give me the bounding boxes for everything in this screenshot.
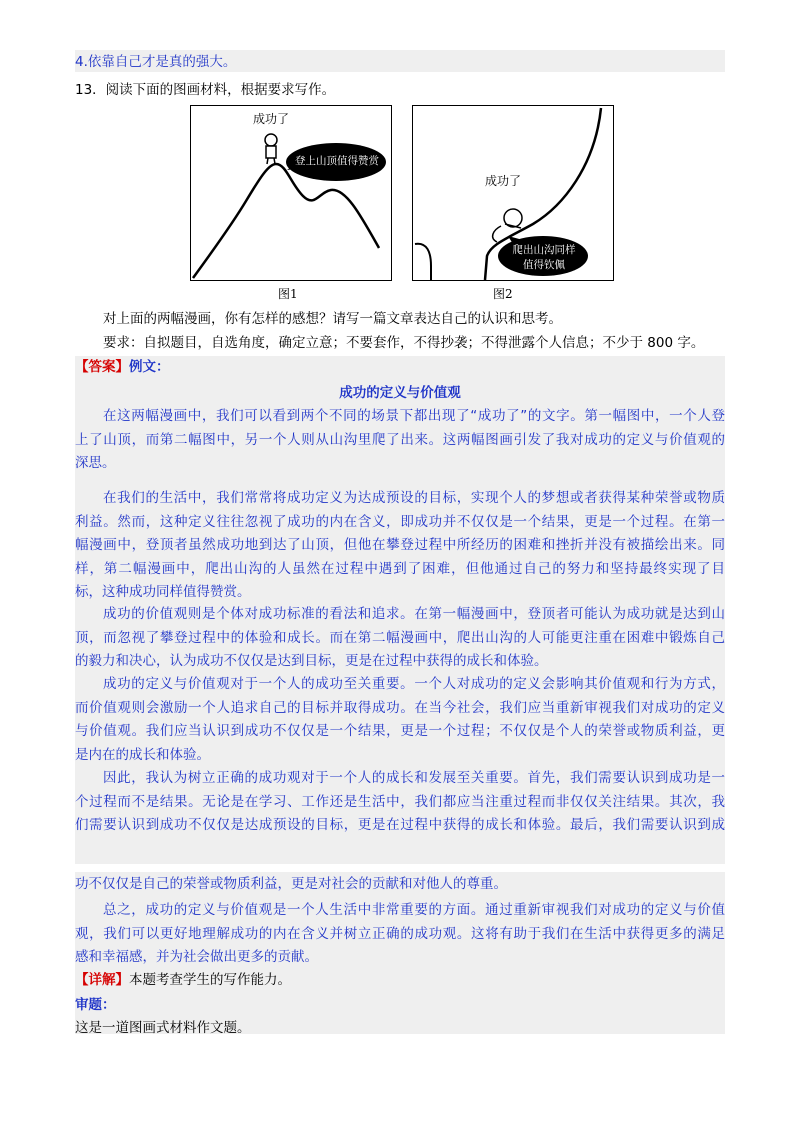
essay-line: 的毅力和决心，认为成功不仅仅是达到目标，更是在过程中获得的成长和体验。: [75, 653, 548, 669]
figure1-speech-bubble: 登上山顶值得赞赏: [295, 155, 379, 167]
essay-line: 是内在的成长和体验。: [75, 746, 210, 763]
comic-figure-1: [190, 105, 392, 281]
figure2-success-label: 成功了: [485, 174, 522, 188]
essay-line: 功不仅仅是自己的荣誉或物质利益，更是对社会的贡献和对他人的尊重。: [75, 876, 507, 892]
essay-line: 标，这种成功同样值得赞赏。: [75, 584, 251, 600]
essay-line: 幅漫画中，登顶者虽然成功地到达了山顶，但他在攀登过程中所经历的困难和挫折并没有被描绘出来。同: [75, 537, 725, 553]
figure2-bubble-line2: 值得钦佩: [523, 259, 565, 271]
answer-tag: 【答案】: [75, 359, 129, 375]
top-line: 4.依靠自己才是真的强大。: [75, 54, 237, 70]
essay-line: 利益。然而，这种定义往往忽视了成功的内在含义，即成功并不仅仅是一个结果，更是一个过程。在第一: [75, 513, 725, 530]
mountain-illustration: [191, 106, 391, 280]
figure1-success-label: 成功了: [253, 112, 290, 126]
figure2-caption: 图2: [493, 287, 513, 301]
essay-line: 成功的定义与价值观对于一个人的成功至关重要。一个人对成功的定义会影响其价值观和行为方式，: [103, 676, 725, 692]
essay-line: 在这两幅漫画中，我们可以看到两个不同的场景下都出现了“成功了”的文字。第一幅图中，一个人登: [103, 408, 725, 424]
essay-line: 成功的价值观则是个体对成功标准的看法和追求。在第一幅漫画中，登顶者可能认为成功就是达到山: [103, 606, 725, 622]
figure2-bubble-line1: 爬出山沟同样: [512, 244, 576, 256]
question-requirement: 要求：自拟题目，自选角度，确定立意；不要套作，不得抄袭；不得泄露个人信息；不少于 800 字。: [103, 335, 705, 351]
review-text: 这是一道图画式材料作文题。: [75, 1020, 251, 1036]
essay-line: 因此，我认为树立正确的成功观对于一个人的成长和发展至关重要。首先，我们需要认识到成功是一: [103, 770, 725, 786]
essay-line: 感和幸福感，并为社会做出更多的贡献。: [75, 949, 318, 965]
essay-line: 总之，成功的定义与价值观是一个人生活中非常重要的方面。通过重新审视我们对成功的定义与价值: [103, 902, 725, 918]
essay-line: 观，我们可以更好地理解成功的内在含义并树立正确的成功观。这将有助于我们在生活中获得更多的满足: [75, 925, 725, 942]
explanation-tag: 【详解】: [75, 972, 129, 988]
explanation-text: 本题考查学生的写作能力。: [129, 972, 291, 988]
essay-line: 在我们的生活中，我们常常将成功定义为达成预设的目标，实现个人的梦想或者获得某种荣誉或物质: [103, 490, 725, 506]
comic-figure-2: [412, 105, 614, 281]
essay-line: 与价值观。我们应当认识到成功不仅仅是一个结果，更是一个过程；不仅仅是个人的荣誉或物质利益，更: [75, 723, 725, 739]
review-label: 审题：: [75, 997, 116, 1013]
essay-line: 样，第二幅漫画中，爬出山沟的人虽然在过程中遇到了困难，但他通过自己的努力和坚持最终实现了目: [75, 560, 725, 577]
explanation-line: [75, 968, 725, 992]
essay-line: 深思。: [75, 455, 116, 471]
essay-line: 上了山顶，而第二幅图中，另一个人则从山沟里爬了出来。这两幅图画引发了我对成功的定义与价值观的: [75, 431, 725, 448]
essay-line: 们需要认识到成功不仅仅是达成预设的目标，更是在过程中获得的成长和体验。最后，我们需要认识到成: [75, 817, 725, 833]
question-prompt: 对上面的两幅漫画，你有怎样的感想？请写一篇文章表达自己的认识和思考。: [103, 311, 562, 327]
essay-line: 而价值观则会激励一个人追求自己的目标并取得成功。在当今社会，我们应当重新审视我们对成功的定义: [75, 699, 725, 716]
answer-label: 例文：: [129, 359, 170, 375]
essay-line: 个过程而不是结果。无论是在学习、工作还是生活中，我们都应当注重过程而非仅仅关注结果。其次，我: [75, 793, 725, 810]
essay-title: 成功的定义与价值观: [339, 385, 461, 401]
essay-line: 顶，而忽视了攀登过程中的体验和成长。而在第二幅漫画中，爬出山沟的人可能更注重在困难中锻炼自己: [75, 629, 725, 646]
answer-header: [75, 355, 725, 379]
question-title: 13．阅读下面的图画材料，根据要求写作。: [75, 82, 336, 98]
figure1-caption: 图1: [278, 287, 298, 301]
